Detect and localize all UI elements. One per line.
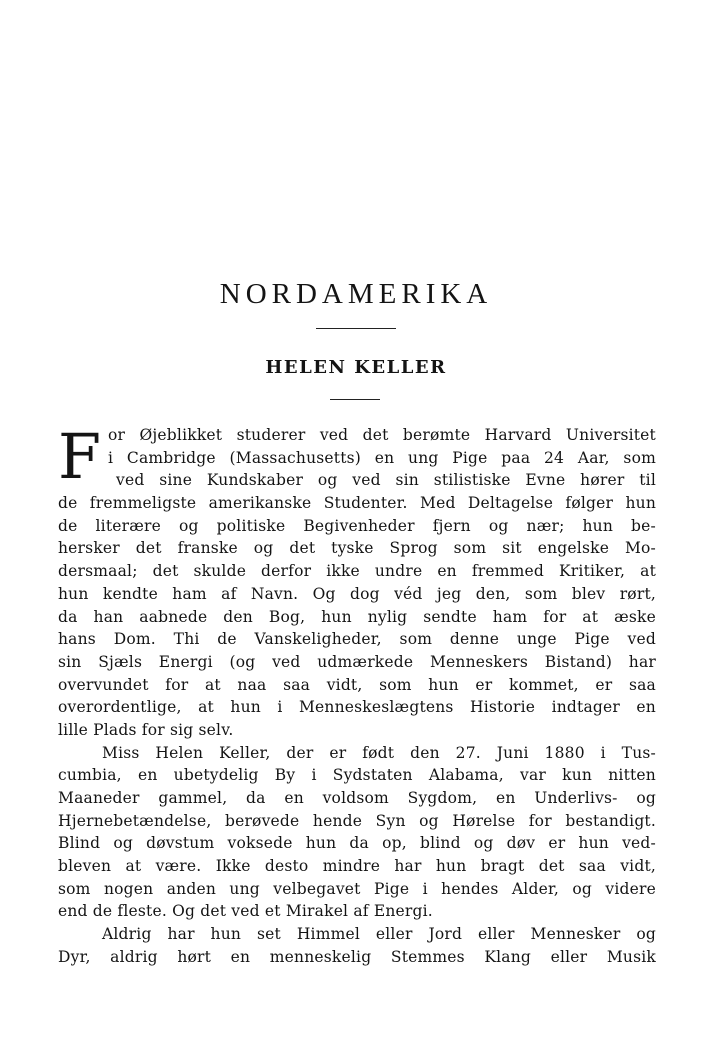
text-line: hersker det franske og det tyske Sprog som sit engelske Mo- (58, 539, 656, 558)
text-line: or Øjeblikket studerer ved det berømte Harvard Universitet (108, 426, 656, 444)
text-line: de fremmeligste amerikanske Studenter. Med Deltagelse følger hun (58, 494, 656, 513)
text-line: Miss Helen Keller, der er født den 27. Juni 1880 i Tus- (102, 743, 656, 762)
section-title: NORDAMERIKA (219, 278, 493, 310)
text-line: de literære og politiske Begivenheder fjern og nær; hun be- (58, 516, 656, 535)
text-line: sin Sjæls Energi (og ved udmærkede Menneskers Bistand) har (58, 652, 656, 671)
text-line: cumbia, en ubetydelig By i Sydstaten Alabama, var kun nitten (58, 766, 656, 785)
chapter-title: HELEN KELLER (265, 357, 447, 378)
body-text (58, 420, 656, 969)
text-line: Aldrig har hun set Himmel eller Jord eller Mennesker og (102, 925, 656, 944)
text-line: da han aabnede den Bog, hun nylig sendte ham for at æske (58, 607, 656, 626)
text-line: ved sine Kundskaber og ved sin stilistiske Evne hører til (116, 471, 656, 490)
text-line: end de fleste. Og det ved et Mirakel af Energi. (58, 902, 433, 921)
text-line: Blind og døvstum voksede hun da op, blind og døv er hun ved- (58, 834, 656, 853)
text-line: Hjernebetændelse, berøvede hende Syn og Hørelse for bestandigt. (58, 811, 656, 830)
text-line: overordentlige, at hun i Menneskeslægtens Historie indtager en (58, 698, 656, 717)
chapter-divider (330, 399, 380, 400)
text-line: overvundet for at naa saa vidt, som hun er kommet, er saa (58, 675, 656, 694)
text-line: som nogen anden ung velbegavet Pige i hendes Alder, og videre (58, 879, 656, 898)
text-line: hans Dom. Thi de Vanskeligheder, som denne unge Pige ved (58, 630, 656, 649)
text-line: Dyr, aldrig hørt en menneskelig Stemmes Klang eller Musik (58, 947, 656, 966)
text-line: lille Plads for sig selv. (58, 720, 234, 739)
text-line: hun kendte ham af Navn. Og dog véd jeg den, som blev rørt, (58, 584, 656, 603)
text-line: i Cambridge (Massachusetts) en ung Pige paa 24 Aar, som (108, 448, 656, 467)
title-divider (316, 328, 396, 329)
text-line: Maaneder gammel, da en voldsom Sygdom, en Underlivs- og (58, 789, 656, 807)
drop-cap: F (58, 420, 102, 493)
text-line: dersmaal; det skulde derfor ikke undre en fremmed Kritiker, at (58, 562, 656, 581)
text-line: bleven at være. Ikke desto mindre har hun bragt det saa vidt, (58, 857, 656, 876)
